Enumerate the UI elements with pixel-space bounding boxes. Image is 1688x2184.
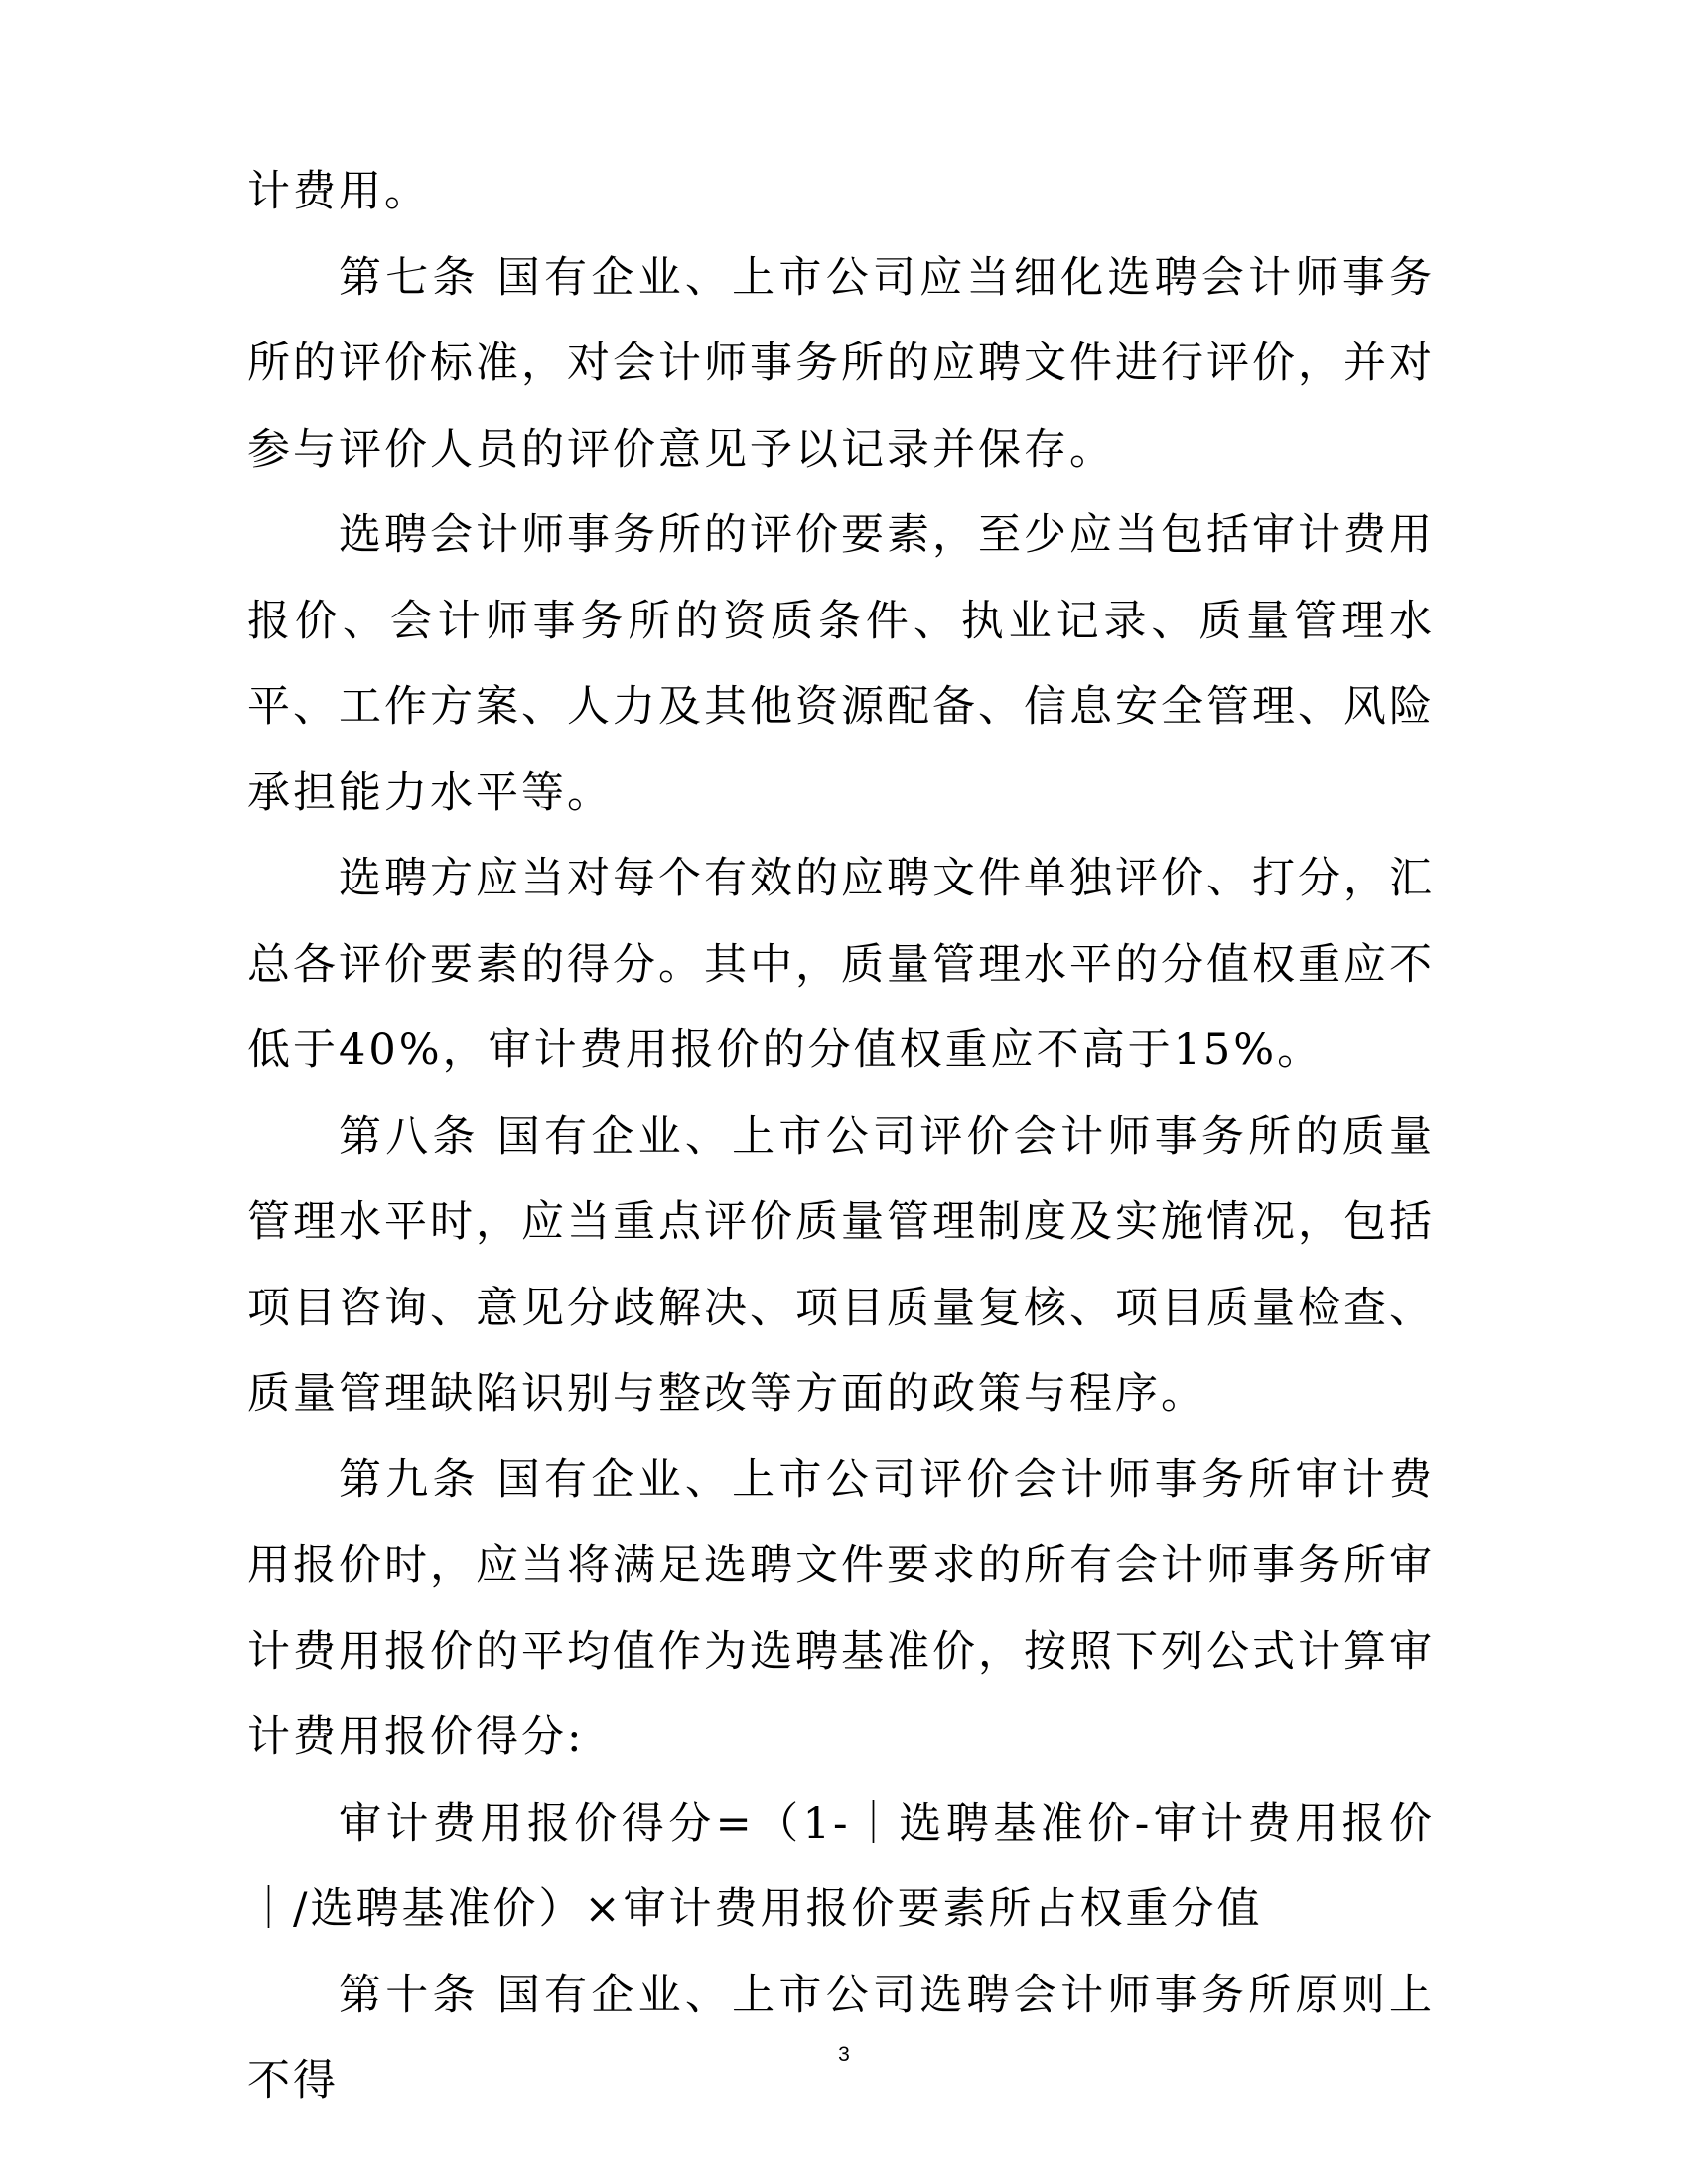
paragraph-fee-formula: 审计费用报价得分=（1-｜选聘基准价-审计费用报价｜/选聘基准价）×审计费用报价要素所占权重分值 [247, 1798, 1435, 1934]
paragraph-evaluation-elements: 选聘会计师事务所的评价要素，至少应当包括审计费用报价、会计师事务所的资质条件、执业记录、质量管理水平、工作方案、人力及其他资源配备、信息安全管理、风险承担能力水平等。 [247, 510, 1435, 818]
paragraph-article-8: 第八条 国有企业、上市公司评价会计师事务所的质量管理水平时，应当重点评价质量管理制度及实施情况，包括项目咨询、意见分歧解决、项目质量复核、项目质量检查、质量管理缺陷识别与整改等方面的政策与程序。 [247, 1111, 1435, 1419]
paragraph-scoring-weights: 选聘方应当对每个有效的应聘文件单独评价、打分，汇总各评价要素的得分。其中，质量管理水平的分值权重应不低于40%，审计费用报价的分值权重应不高于15%。 [247, 854, 1435, 1075]
paragraph-article-10: 第十条 国有企业、上市公司选聘会计师事务所原则上不得 [247, 1970, 1435, 2106]
body-text [247, 149, 1435, 2124]
paragraph-article-7: 第七条 国有企业、上市公司应当细化选聘会计师事务所的评价标准，对会计师事务所的应聘文件进行评价，并对参与评价人员的评价意见予以记录并保存。 [247, 252, 1435, 475]
paragraph-continuation: 计费用。 [247, 167, 430, 216]
page-number: 3 [838, 2043, 850, 2066]
paragraph-article-9: 第九条 国有企业、上市公司评价会计师事务所审计费用报价时，应当将满足选聘文件要求的所有会计师事务所审计费用报价的平均值作为选聘基准价，按照下列公式计算审计费用报价得分: [247, 1454, 1435, 1762]
